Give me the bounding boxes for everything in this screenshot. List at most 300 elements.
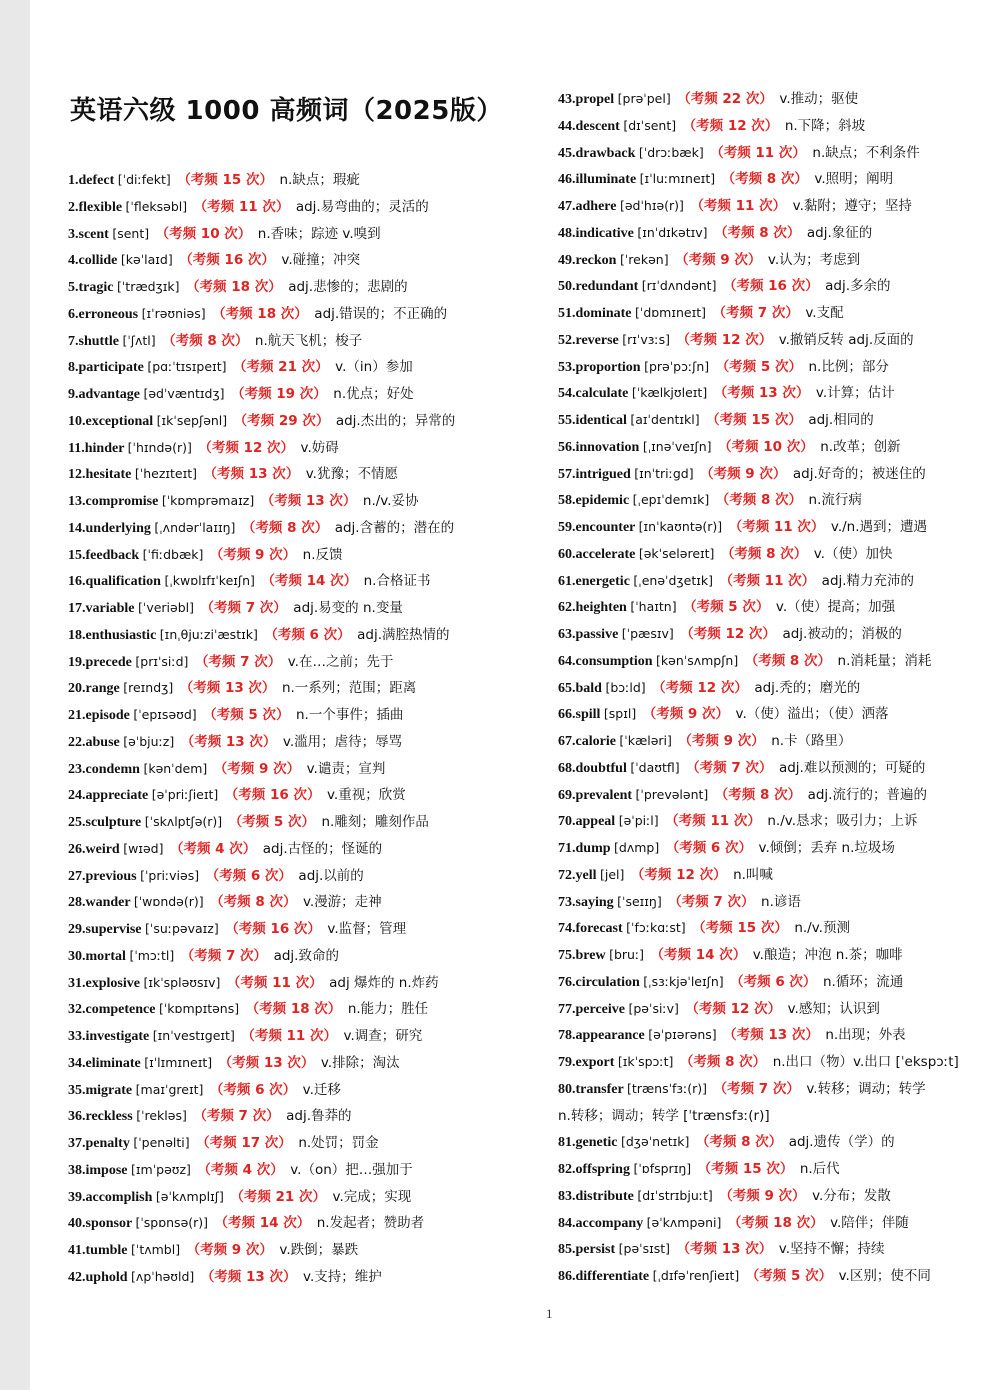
entry-frequency: （考频 12 次） bbox=[676, 331, 773, 348]
entry-definition: v.完成；实现 bbox=[332, 1188, 412, 1205]
entry-definition: v.（使）提高；加强 bbox=[775, 599, 896, 616]
entry-frequency: （考频 8 次） bbox=[679, 1054, 767, 1070]
entry-frequency: （考频 9 次） bbox=[209, 546, 297, 563]
entry-frequency: （考频 13 次） bbox=[200, 1268, 297, 1285]
word-list-left-column bbox=[68, 167, 558, 1291]
entry-pronunciation: [ɪnˌθjuːziˈæstɪk] bbox=[159, 626, 258, 642]
vocab-entry bbox=[558, 166, 998, 193]
entry-frequency: （考频 14 次） bbox=[214, 1215, 311, 1232]
entry-frequency: （考频 12 次） bbox=[682, 117, 779, 134]
entry-definition: n.改革；创新 bbox=[820, 438, 901, 455]
vocab-entry bbox=[68, 595, 558, 622]
entry-pronunciation: [bɔːld] bbox=[605, 679, 646, 695]
entry-frequency: （考频 13 次） bbox=[713, 385, 810, 402]
entry-word: 85.persist bbox=[558, 1242, 616, 1258]
entry-frequency: （考频 4 次） bbox=[169, 840, 257, 857]
entry-definition: adj.流行的；普遍的 bbox=[807, 786, 927, 803]
entry-frequency: （考频 7 次） bbox=[194, 653, 282, 670]
entry-definition: v.照明；阐明 bbox=[814, 171, 894, 188]
vocab-entry bbox=[68, 756, 558, 783]
entry-pronunciation: [ɪnˈdɪkətɪv] bbox=[637, 224, 708, 240]
entry-word: 58.epidemic bbox=[558, 493, 630, 509]
entry-definition: v.重视；欣赏 bbox=[326, 787, 406, 804]
entry-word: 33.investigate bbox=[68, 1029, 150, 1044]
entry-word: 30.mortal bbox=[68, 948, 126, 964]
entry-definition: n.一系列；范围；距离 bbox=[281, 680, 417, 697]
entry-pronunciation: [ˈsuːpəvaɪz] bbox=[145, 921, 219, 936]
entry-frequency: （考频 5 次） bbox=[228, 814, 315, 830]
entry-frequency: （考频 13 次） bbox=[676, 1241, 773, 1258]
vocab-entry bbox=[558, 541, 998, 568]
entry-pronunciation: [pəˈsiːv] bbox=[628, 1000, 679, 1016]
entry-frequency: （考频 10 次） bbox=[155, 225, 252, 242]
entry-word: 65.bald bbox=[558, 680, 602, 696]
entry-frequency: （考频 7 次） bbox=[193, 1108, 280, 1125]
vocab-entry bbox=[68, 568, 558, 595]
entry-definition: n./v.妥协 bbox=[362, 493, 419, 509]
entry-definition: adj.好奇的；被迷住的 bbox=[792, 465, 926, 482]
entry-definition: adj.相同的 bbox=[808, 412, 874, 428]
vocab-entry bbox=[558, 808, 998, 835]
page-title: 英语六级 1000 高频词（2025版） bbox=[70, 96, 503, 126]
entry-word: 66.spill bbox=[558, 707, 601, 723]
entry-definition: v.在…之前；先于 bbox=[287, 653, 394, 670]
entry-definition: n.出现；外表 bbox=[825, 1027, 906, 1044]
vocab-entry bbox=[558, 193, 998, 220]
entry-word: 36.reckless bbox=[68, 1109, 133, 1125]
entry-definition: v.排除；淘汰 bbox=[320, 1054, 400, 1071]
entry-word: 7.shuttle bbox=[68, 333, 119, 349]
entry-pronunciation: [ˈdɒmɪneɪt] bbox=[635, 305, 707, 320]
vocab-entry bbox=[68, 943, 558, 970]
vocab-entry bbox=[68, 836, 558, 863]
entry-pronunciation: [pɑːˈtɪsɪpeɪt] bbox=[147, 359, 227, 375]
entry-frequency: （考频 16 次） bbox=[225, 921, 321, 937]
entry-frequency: （考频 8 次） bbox=[162, 332, 249, 349]
entry-pronunciation: [dʒəˈnetɪk] bbox=[620, 1134, 690, 1150]
entry-word: 12.hesitate bbox=[68, 467, 132, 483]
entry-pronunciation: [ˈkɒmpɪtəns] bbox=[158, 1001, 240, 1017]
entry-frequency: （考频 11 次） bbox=[241, 1028, 338, 1044]
entry-definition: v.倾倒；丢弃 n.垃圾场 bbox=[758, 840, 895, 856]
entry-definition: adj.被动的；消极的 bbox=[782, 626, 902, 642]
vocab-entry bbox=[68, 488, 558, 515]
entry-frequency: （考频 15 次） bbox=[706, 412, 802, 428]
vocab-entry bbox=[558, 942, 998, 969]
vocab-entry bbox=[68, 1103, 558, 1130]
entry-pronunciation: [ˌsɜːkjəˈleɪʃn] bbox=[643, 973, 724, 989]
entry-definition: adj.鲁莽的 bbox=[286, 1108, 352, 1125]
entry-word: 22.abuse bbox=[68, 734, 120, 750]
entry-pronunciation: [wɪəd] bbox=[123, 840, 164, 856]
entry-definition: n.一个事件；插曲 bbox=[295, 707, 404, 723]
entry-definition: adj 爆炸的 n.炸药 bbox=[329, 974, 439, 991]
entry-word: 77.perceive bbox=[558, 1001, 625, 1017]
vocab-entry bbox=[68, 381, 558, 408]
entry-definition: n.下降；斜坡 bbox=[784, 117, 866, 134]
entry-frequency: （考频 14 次） bbox=[650, 947, 747, 963]
entry-word: 60.accelerate bbox=[558, 546, 636, 562]
entry-pronunciation: [jel] bbox=[600, 866, 625, 882]
entry-definition: v.漫游；走神 bbox=[302, 894, 382, 911]
entry-frequency: （考频 5 次） bbox=[745, 1268, 833, 1284]
entry-pronunciation: [ˈdaʊtfl] bbox=[630, 759, 680, 775]
entry-definition: adj.遗传（学）的 bbox=[788, 1134, 895, 1151]
entry-pronunciation: [kənˈsʌmpʃn] bbox=[656, 652, 739, 668]
entry-frequency: （考频 9 次） bbox=[213, 760, 301, 777]
vocab-entry bbox=[558, 220, 998, 247]
entry-word: 23.condemn bbox=[68, 761, 140, 777]
entry-frequency: （考频 8 次） bbox=[241, 519, 329, 536]
entry-definition: n./v.预测 bbox=[794, 920, 850, 937]
entry-word: 71.dump bbox=[558, 841, 611, 856]
entry-frequency: （考频 9 次） bbox=[678, 733, 765, 749]
entry-word: 70.appeal bbox=[558, 814, 616, 830]
entry-frequency: （考频 8 次） bbox=[715, 492, 803, 509]
entry-definition: adj.难以预测的；可疑的 bbox=[778, 759, 926, 776]
vocab-entry bbox=[68, 1130, 558, 1157]
vocab-entry bbox=[558, 782, 998, 809]
entry-word: 67.calorie bbox=[558, 734, 616, 749]
entry-definition: adj.杰出的；异常的 bbox=[335, 412, 456, 429]
entry-word: 47.adhere bbox=[558, 199, 617, 214]
vocab-entry bbox=[68, 809, 558, 836]
entry-definition: n.循环；流通 bbox=[822, 973, 904, 990]
entry-word: 26.weird bbox=[68, 841, 120, 857]
vocab-entry bbox=[68, 863, 558, 890]
entry-definition: n.比例；部分 bbox=[808, 358, 889, 375]
entry-pronunciation: [ɪnˈkaʊntə(r)] bbox=[638, 519, 723, 534]
entry-word: 63.passive bbox=[558, 627, 619, 642]
entry-frequency: （考频 8 次） bbox=[720, 545, 808, 562]
vocab-entry bbox=[558, 889, 998, 916]
vocab-entry bbox=[68, 328, 558, 355]
vocab-entry bbox=[68, 167, 558, 194]
entry-frequency: （考频 16 次） bbox=[179, 252, 275, 269]
vocab-entry bbox=[68, 1023, 558, 1050]
entry-pronunciation: [ɪkˈspləʊsɪv] bbox=[143, 974, 221, 990]
entry-word: 43.propel bbox=[558, 92, 615, 107]
entry-pronunciation: [kənˈdem] bbox=[143, 760, 208, 776]
entry-word: 83.distribute bbox=[558, 1188, 634, 1204]
entry-definition: n.消耗量；消耗 bbox=[837, 652, 932, 669]
entry-frequency: （考频 14 次） bbox=[261, 573, 358, 590]
entry-pronunciation: [əˈbjuːz] bbox=[123, 733, 175, 749]
vocab-entry bbox=[558, 915, 998, 942]
vocab-entry bbox=[558, 862, 998, 889]
entry-frequency: （考频 29 次） bbox=[233, 412, 330, 429]
entry-frequency: （考频 5 次） bbox=[683, 599, 770, 616]
entry-word: 4.collide bbox=[68, 253, 118, 269]
entry-pronunciation: [ˈfɔːkɑːst] bbox=[626, 920, 686, 936]
entry-word: 53.proportion bbox=[558, 359, 641, 375]
entry-pronunciation: [dɪˈsent] bbox=[623, 117, 677, 133]
vocab-entry bbox=[68, 970, 558, 997]
vocab-entry bbox=[68, 461, 558, 488]
entry-frequency: （考频 11 次） bbox=[226, 974, 323, 991]
entry-pronunciation: [ˈspɒnsə(r)] bbox=[135, 1215, 209, 1231]
entry-definition: n.流行病 bbox=[808, 492, 862, 509]
entry-word: 81.genetic bbox=[558, 1135, 618, 1151]
vocab-entry bbox=[68, 622, 558, 649]
entry-definition: v.（使）溢出；（使）洒落 bbox=[735, 706, 889, 723]
entry-definition: v.推动；驱使 bbox=[779, 91, 859, 107]
entry-word: 57.intrigued bbox=[558, 466, 631, 482]
entry-word: 50.redundant bbox=[558, 279, 639, 295]
vocab-entry bbox=[558, 728, 998, 755]
entry-definition: v.转移；调动；转学 bbox=[806, 1080, 926, 1097]
entry-frequency: （考频 13 次） bbox=[218, 1054, 315, 1071]
vocab-entry bbox=[68, 1184, 558, 1211]
vocab-entry bbox=[68, 782, 558, 809]
entry-definition: v.计算；估计 bbox=[815, 385, 895, 402]
vocab-entry bbox=[558, 1263, 998, 1290]
vocab-entry bbox=[558, 434, 998, 461]
entry-definition: v.妨碍 bbox=[300, 439, 339, 456]
vocab-entry bbox=[558, 675, 998, 702]
entry-word: 37.penalty bbox=[68, 1136, 130, 1151]
entry-word: 25.sculpture bbox=[68, 815, 142, 830]
vocab-entry bbox=[558, 327, 998, 354]
entry-word: 38.impose bbox=[68, 1162, 128, 1178]
entry-definition: adj.悲惨的；悲剧的 bbox=[288, 279, 408, 295]
entry-definition: n.后代 bbox=[799, 1161, 840, 1177]
entry-definition: n.缺点；不利条件 bbox=[812, 144, 920, 161]
vocab-entry bbox=[558, 380, 998, 407]
vocab-entry bbox=[68, 675, 558, 702]
entry-frequency: （考频 9 次） bbox=[700, 465, 787, 482]
entry-definition: adj.易变的 n.变量 bbox=[293, 600, 403, 616]
entry-definition: v.碰撞；冲突 bbox=[281, 252, 361, 269]
entry-pronunciation: [reɪndʒ] bbox=[123, 680, 174, 696]
entry-word: 31.explosive bbox=[68, 975, 140, 991]
entry-frequency: （考频 6 次） bbox=[205, 867, 292, 884]
entry-pronunciation: [ˈveriəbl] bbox=[138, 600, 194, 615]
vocab-entry bbox=[558, 247, 998, 274]
entry-definition: adj.象征的 bbox=[806, 224, 873, 241]
entry-word: 3.scent bbox=[68, 226, 109, 242]
entry-definition: v./n.遇到；遭遇 bbox=[830, 519, 928, 535]
vocab-entry bbox=[68, 221, 558, 248]
entry-definition: v.跌倒；暴跌 bbox=[279, 1242, 359, 1258]
entry-definition: n.转移；调动；转学 [ˈtrænsfɜː(r)] bbox=[558, 1107, 770, 1124]
vocab-entry bbox=[68, 274, 558, 301]
vocab-entry bbox=[68, 301, 558, 328]
entry-pronunciation: [dʌmp] bbox=[614, 840, 660, 855]
entry-word: 74.forecast bbox=[558, 921, 623, 937]
entry-pronunciation: [prɪˈsiːd] bbox=[135, 653, 189, 669]
entry-pronunciation: [ˈfiːdbæk] bbox=[142, 546, 204, 562]
entry-pronunciation: [bruː] bbox=[609, 947, 645, 962]
entry-pronunciation: [ˈʃʌtl] bbox=[122, 332, 156, 348]
entry-word: 42.uphold bbox=[68, 1269, 128, 1285]
vocab-entry bbox=[558, 969, 998, 996]
entry-pronunciation: [ɪˈrəʊniəs] bbox=[141, 305, 206, 321]
entry-definition: n.卡（路里） bbox=[771, 733, 852, 749]
vocab-entry bbox=[68, 515, 558, 542]
entry-pronunciation: [ˈɒfsprɪŋ] bbox=[633, 1161, 692, 1176]
entry-definition: n.谚语 bbox=[761, 893, 801, 910]
entry-pronunciation: [ˈmɔːtl] bbox=[129, 947, 175, 963]
entry-pronunciation: [ˈkæləri] bbox=[619, 733, 672, 748]
entry-pronunciation: [ɪˈlɪmɪneɪt] bbox=[144, 1054, 213, 1070]
entry-word: 56.innovation bbox=[558, 439, 640, 455]
vocab-entry bbox=[68, 729, 558, 756]
entry-frequency: （考频 11 次） bbox=[690, 198, 787, 214]
entry-word: 18.enthusiastic bbox=[68, 627, 157, 643]
word-list-right-column bbox=[558, 86, 998, 1290]
entry-pronunciation: [ɪˈluːmɪneɪt] bbox=[639, 171, 716, 187]
entry-word: 11.hinder bbox=[68, 440, 125, 456]
entry-frequency: （考频 9 次） bbox=[675, 251, 762, 268]
entry-pronunciation: [əˈpriːʃieɪt] bbox=[151, 787, 219, 803]
entry-definition: v.犹豫；不情愿 bbox=[305, 466, 398, 483]
entry-pronunciation: [pəˈsɪst] bbox=[618, 1241, 671, 1257]
vocab-entry bbox=[558, 1049, 998, 1076]
entry-frequency: （考频 11 次） bbox=[665, 813, 761, 830]
entry-definition: adj.致命的 bbox=[273, 947, 339, 964]
vocab-entry bbox=[558, 568, 998, 595]
entry-definition: adj.精力充沛的 bbox=[821, 572, 915, 589]
entry-frequency: （考频 13 次） bbox=[723, 1027, 819, 1044]
entry-pronunciation: [ˌdɪfəˈrenʃieɪt] bbox=[652, 1268, 740, 1283]
vocab-entry bbox=[558, 113, 998, 140]
entry-frequency: （考频 13 次） bbox=[180, 733, 277, 750]
entry-definition: adj.含蓄的；潜在的 bbox=[334, 519, 455, 536]
entry-definition: v.（使）加快 bbox=[813, 545, 893, 562]
entry-word: 64.consumption bbox=[558, 653, 653, 669]
entry-frequency: （考频 11 次） bbox=[728, 519, 825, 535]
entry-word: 59.encounter bbox=[558, 520, 636, 535]
vocab-entry bbox=[558, 701, 998, 728]
entry-word: 40.sponsor bbox=[68, 1216, 132, 1232]
entry-pronunciation: [ˈrekləs] bbox=[136, 1108, 187, 1124]
entry-word: 27.previous bbox=[68, 868, 137, 884]
entry-pronunciation: [ˈrekən] bbox=[619, 251, 669, 267]
entry-word: 20.range bbox=[68, 681, 120, 697]
vocab-entry bbox=[558, 1103, 998, 1130]
entry-frequency: （考频 8 次） bbox=[714, 786, 802, 803]
entry-pronunciation: [ˈskʌlptʃə(r)] bbox=[144, 814, 223, 829]
entry-frequency: （考频 5 次） bbox=[203, 707, 290, 723]
entry-pronunciation: [ˈwɒndə(r)] bbox=[133, 894, 204, 910]
entry-word: 46.illuminate bbox=[558, 172, 637, 188]
entry-definition: v.支持；维护 bbox=[303, 1268, 382, 1285]
vocab-entry bbox=[558, 86, 998, 113]
vocab-entry bbox=[558, 140, 998, 167]
entry-frequency: （考频 9 次） bbox=[186, 1242, 273, 1258]
entry-word: 44.descent bbox=[558, 118, 620, 134]
entry-frequency: （考频 6 次） bbox=[264, 626, 351, 643]
vocab-entry bbox=[68, 1210, 558, 1237]
vocab-entry bbox=[68, 996, 558, 1023]
entry-word: 1.defect bbox=[68, 173, 115, 188]
entry-definition: v.陪伴；伴随 bbox=[830, 1214, 909, 1231]
vocab-entry bbox=[558, 461, 998, 488]
entry-word: 48.indicative bbox=[558, 225, 634, 241]
entry-word: 84.accompany bbox=[558, 1215, 644, 1231]
vocab-entry bbox=[68, 542, 558, 569]
entry-frequency: （考频 11 次） bbox=[193, 198, 290, 215]
entry-word: 54.calculate bbox=[558, 386, 629, 402]
entry-definition: v.（in）参加 bbox=[335, 359, 413, 376]
entry-frequency: （考频 12 次） bbox=[198, 439, 295, 456]
entry-pronunciation: [ˈkɒmprəmaɪz] bbox=[161, 493, 255, 508]
entry-word: 75.brew bbox=[558, 948, 606, 963]
entry-word: 76.circulation bbox=[558, 974, 640, 990]
vocab-entry bbox=[558, 407, 998, 434]
entry-definition: v.调查；研究 bbox=[343, 1028, 423, 1044]
entry-definition: n.出口（物）v.出口 [ˈekspɔːt] bbox=[772, 1054, 959, 1070]
entry-frequency: （考频 8 次） bbox=[210, 894, 297, 911]
entry-frequency: （考频 15 次） bbox=[177, 172, 273, 188]
entry-frequency: （考频 10 次） bbox=[718, 438, 814, 455]
entry-pronunciation: [ˈseɪɪŋ] bbox=[617, 893, 662, 909]
entry-pronunciation: [ˈkælkjʊleɪt] bbox=[631, 385, 708, 401]
vocab-entry bbox=[68, 1050, 558, 1077]
entry-pronunciation: [ˌenəˈdʒetɪk] bbox=[633, 572, 713, 588]
entry-pronunciation: [kəˈlaɪd] bbox=[120, 252, 173, 268]
entry-pronunciation: [əˈpiːl] bbox=[618, 813, 659, 829]
entry-definition: v.黏附；遵守；坚持 bbox=[792, 198, 912, 214]
entry-word: 14.underlying bbox=[68, 520, 151, 536]
entry-definition: n.反馈 bbox=[302, 546, 343, 563]
entry-word: 80.transfer bbox=[558, 1081, 624, 1097]
entry-pronunciation: [dɪˈstrɪbjuːt] bbox=[637, 1187, 713, 1203]
entry-definition: v.滥用；虐待；辱骂 bbox=[282, 733, 403, 750]
entry-frequency: （考频 7 次） bbox=[713, 1080, 800, 1097]
entry-pronunciation: [ˈpenəlti] bbox=[133, 1135, 190, 1150]
vocab-entry bbox=[558, 1076, 998, 1103]
vocab-entry bbox=[558, 755, 998, 782]
entry-word: 5.tragic bbox=[68, 280, 114, 295]
entry-pronunciation: [ɪnˈvestɪgeɪt] bbox=[152, 1028, 235, 1043]
entry-word: 2.flexible bbox=[68, 199, 123, 215]
entry-pronunciation: [ədˈhɪə(r)] bbox=[619, 198, 684, 213]
entry-pronunciation: [ˈfleksəbl] bbox=[125, 198, 188, 214]
entry-frequency: （考频 13 次） bbox=[260, 493, 357, 509]
entry-pronunciation: [ˈpæsɪv] bbox=[621, 626, 674, 641]
entry-definition: n.能力；胜任 bbox=[347, 1001, 429, 1018]
entry-definition: n.发起者；赞助者 bbox=[316, 1215, 425, 1232]
entry-frequency: （考频 21 次） bbox=[230, 1188, 327, 1205]
entry-pronunciation: [ˈprevələnt] bbox=[635, 786, 709, 802]
entry-pronunciation: [ʌpˈhəʊld] bbox=[131, 1268, 195, 1284]
entry-word: 17.variable bbox=[68, 601, 135, 616]
entry-pronunciation: [ɪkˈspɔːt] bbox=[617, 1054, 674, 1069]
entry-pronunciation: [əˈkʌmpəni] bbox=[646, 1214, 722, 1230]
entry-definition: v.坚持不懈；持续 bbox=[778, 1241, 885, 1258]
entry-frequency: （考频 16 次） bbox=[722, 278, 819, 295]
entry-frequency: （考频 18 次） bbox=[727, 1214, 824, 1231]
vocab-entry bbox=[558, 621, 998, 648]
entry-word: 8.participate bbox=[68, 360, 144, 376]
entry-frequency: （考频 18 次） bbox=[186, 279, 282, 295]
vocab-entry bbox=[558, 300, 998, 327]
vocab-entry bbox=[558, 487, 998, 514]
entry-word: 29.supervise bbox=[68, 922, 142, 937]
entry-frequency: （考频 6 次） bbox=[209, 1081, 297, 1098]
vocab-entry bbox=[68, 408, 558, 435]
entry-frequency: （考频 7 次） bbox=[668, 893, 755, 910]
entry-definition: adj.以前的 bbox=[298, 867, 364, 884]
entry-pronunciation: [rɪˈvɜːs] bbox=[622, 331, 671, 347]
entry-frequency: （考频 8 次） bbox=[721, 171, 808, 188]
entry-pronunciation: [ˈdrɔːbæk] bbox=[638, 144, 704, 160]
entry-word: 79.export bbox=[558, 1055, 615, 1070]
entry-frequency: （考频 15 次） bbox=[692, 920, 788, 937]
entry-definition: n.合格证书 bbox=[363, 573, 431, 590]
